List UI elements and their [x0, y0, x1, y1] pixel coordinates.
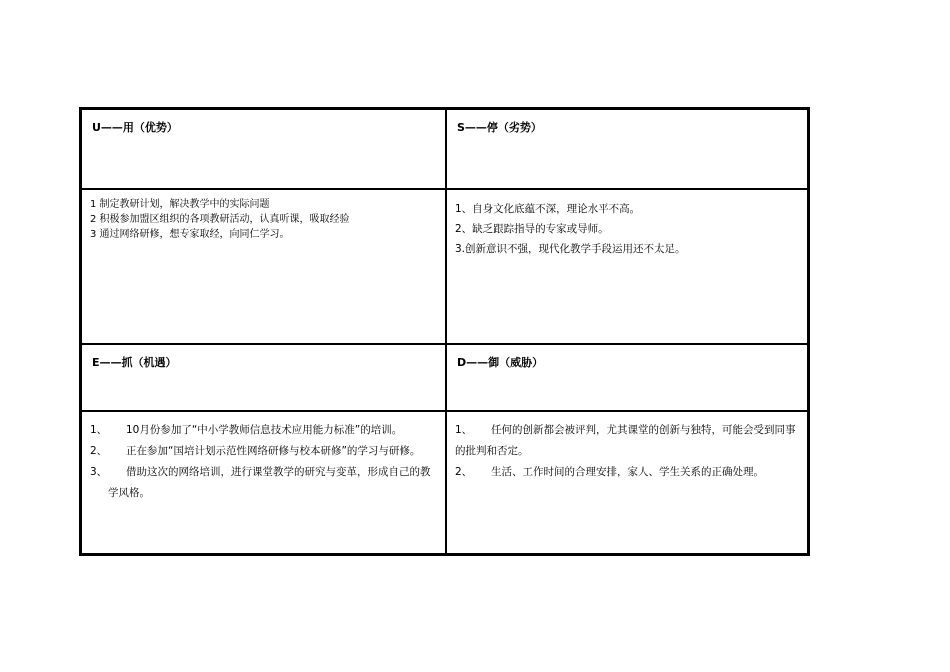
item-number: 1、 [90, 424, 108, 436]
swot-table [79, 107, 810, 556]
list-item: 1 制定教研计划，解决教学中的实际问题 [90, 199, 270, 210]
opportunities-list [82, 412, 445, 504]
list-item: 2 积极参加盟区组织的各项教研活动，认真听课，吸取经验 [90, 214, 350, 225]
item-text: 生活、工作时间的合理安排，家人、学生关系的正确处理。 [491, 466, 764, 478]
opportunities-heading: E——抓（机遇） [81, 344, 446, 411]
weaknesses-list [447, 190, 807, 259]
weaknesses-cell [446, 189, 808, 344]
strengths-cell [81, 189, 446, 344]
threats-cell [446, 411, 808, 554]
weaknesses-heading: S——停（劣势） [446, 109, 808, 189]
list-item: 3 通过网络研修，想专家取经，向同仁学习。 [90, 229, 290, 240]
item-text: 借助这次的网络培训，进行课堂教学的研究与变革，形成自己的教学风格。 [108, 466, 431, 499]
list-item [90, 462, 437, 504]
list-item [90, 420, 437, 441]
item-number: 3、 [90, 466, 108, 478]
item-number: 2、 [455, 466, 473, 478]
list-item [90, 441, 437, 462]
item-text: 任何的创新都会被评判，尤其课堂的创新与独特，可能会受到同事的批判和否定。 [455, 424, 796, 457]
list-item [455, 420, 799, 462]
list-item: 3.创新意识不强，现代化教学手段运用还不太足。 [455, 243, 686, 255]
list-item [455, 462, 799, 483]
item-text: 正在参加“国培计划示范性网络研修与校本研修”的学习与研修。 [126, 445, 421, 457]
strengths-list [82, 190, 445, 242]
list-item: 2、缺乏跟踪指导的专家或导师。 [455, 223, 609, 235]
threats-heading: D——御（威胁） [446, 344, 808, 411]
item-text: 10月份参加了“中小学教师信息技术应用能力标准”的培训。 [126, 424, 403, 436]
list-item: 1、自身文化底蕴不深，理论水平不高。 [455, 203, 641, 215]
strengths-heading: U——用（优势） [81, 109, 446, 189]
item-number: 2、 [90, 445, 108, 457]
item-number: 1、 [455, 424, 473, 436]
threats-list [447, 412, 807, 483]
opportunities-cell [81, 411, 446, 554]
